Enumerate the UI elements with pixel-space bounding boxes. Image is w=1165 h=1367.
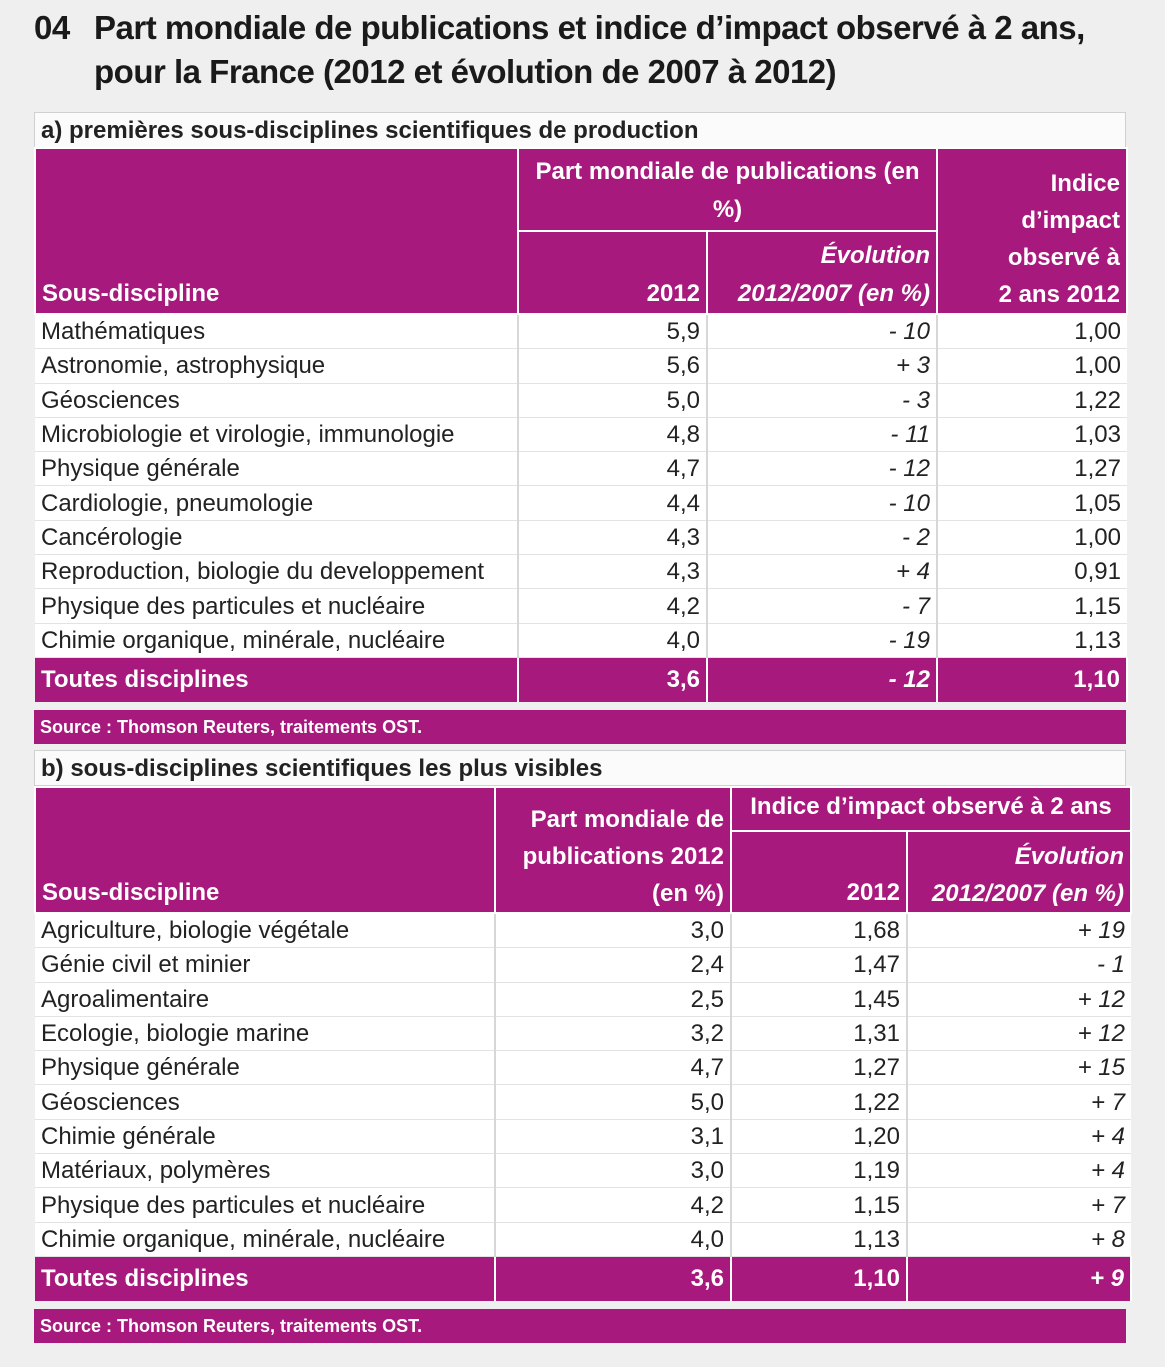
cell-part-2012: 4,7 — [518, 452, 707, 486]
cell-subdiscipline: Physique des particules et nucléaire — [35, 589, 518, 623]
total-row — [35, 1256, 1131, 1301]
header-year: 2012 — [731, 831, 907, 913]
cell-impact: 1,05 — [937, 486, 1127, 520]
cell-impact: 1,27 — [937, 452, 1127, 486]
section-b-title: b) sous-disciplines scientifiques les plus visibles — [34, 750, 1126, 786]
total-part: 3,6 — [518, 657, 707, 702]
cell-subdiscipline: Mathématiques — [35, 314, 518, 349]
total-impact: 1,10 — [937, 657, 1127, 702]
table-row — [35, 589, 1127, 623]
cell-part-2012: 4,8 — [518, 417, 707, 451]
cell-subdiscipline: Cardiologie, pneumologie — [35, 486, 518, 520]
cell-subdiscipline: Physique générale — [35, 1051, 495, 1085]
header-subdiscipline: Sous-discipline — [35, 148, 518, 314]
cell-evolution: - 10 — [707, 486, 937, 520]
table-row — [35, 623, 1127, 657]
cell-impact: 1,00 — [937, 314, 1127, 349]
header-subdiscipline: Sous-discipline — [35, 787, 495, 913]
header-evolution-l1: Évolution — [820, 242, 930, 269]
table-row — [35, 555, 1127, 589]
table-a — [34, 147, 1128, 702]
cell-subdiscipline: Géosciences — [35, 1085, 495, 1119]
cell-impact: 1,00 — [937, 520, 1127, 554]
cell-part-2012: 2,4 — [495, 948, 731, 982]
cell-part-2012: 4,2 — [518, 589, 707, 623]
cell-subdiscipline: Astronomie, astrophysique — [35, 349, 518, 383]
cell-subdiscipline: Physique des particules et nucléaire — [35, 1188, 495, 1222]
title-line-1: Part mondiale de publications et indice d’impact observé à 2 ans, — [94, 9, 1085, 46]
cell-part-2012: 4,4 — [518, 486, 707, 520]
page-title — [34, 6, 1154, 94]
cell-subdiscipline: Géosciences — [35, 383, 518, 417]
cell-impact-2012: 1,47 — [731, 948, 907, 982]
total-row — [35, 657, 1127, 702]
header-part — [495, 787, 731, 913]
cell-evolution: + 8 — [907, 1222, 1131, 1256]
header-evolution-l2: 2012/2007 (en %) — [737, 280, 930, 307]
cell-impact-2012: 1,45 — [731, 982, 907, 1016]
total-name: Toutes disciplines — [35, 1256, 495, 1301]
cell-evolution: - 3 — [707, 383, 937, 417]
title-line-2: pour la France (2012 et évolution de 2007 à 2012) — [94, 53, 837, 90]
cell-impact: 1,15 — [937, 589, 1127, 623]
table-row — [35, 913, 1131, 948]
cell-impact-2012: 1,15 — [731, 1188, 907, 1222]
source-a: Source : Thomson Reuters, traitements OST. — [34, 710, 1126, 744]
table-row — [35, 314, 1127, 349]
header-impact-l4: 2 ans 2012 — [998, 281, 1120, 308]
table-row — [35, 383, 1127, 417]
table-row — [35, 1188, 1131, 1222]
figure-number: 04 — [34, 9, 70, 46]
cell-subdiscipline: Microbiologie et virologie, immunologie — [35, 417, 518, 451]
header-part-l3: (en %) — [652, 880, 724, 907]
cell-impact-2012: 1,19 — [731, 1154, 907, 1188]
table-row — [35, 1119, 1131, 1153]
cell-part-2012: 4,7 — [495, 1051, 731, 1085]
cell-subdiscipline: Chimie organique, minérale, nucléaire — [35, 1222, 495, 1256]
table-row — [35, 1085, 1131, 1119]
cell-impact-2012: 1,68 — [731, 913, 907, 948]
cell-part-2012: 4,2 — [495, 1188, 731, 1222]
cell-part-2012: 4,3 — [518, 555, 707, 589]
source-b: Source : Thomson Reuters, traitements OST. — [34, 1309, 1126, 1343]
cell-subdiscipline: Reproduction, biologie du developpement — [35, 555, 518, 589]
cell-evolution: + 12 — [907, 1016, 1131, 1050]
total-evolution: - 12 — [707, 657, 937, 702]
cell-evolution: - 10 — [707, 314, 937, 349]
cell-part-2012: 3,0 — [495, 1154, 731, 1188]
cell-part-2012: 3,2 — [495, 1016, 731, 1050]
cell-subdiscipline: Ecologie, biologie marine — [35, 1016, 495, 1050]
cell-impact-2012: 1,13 — [731, 1222, 907, 1256]
cell-evolution: - 11 — [707, 417, 937, 451]
cell-evolution: - 2 — [707, 520, 937, 554]
cell-part-2012: 5,0 — [495, 1085, 731, 1119]
cell-impact-2012: 1,20 — [731, 1119, 907, 1153]
table-row — [35, 417, 1127, 451]
cell-evolution: + 7 — [907, 1188, 1131, 1222]
cell-impact: 1,22 — [937, 383, 1127, 417]
cell-subdiscipline: Agroalimentaire — [35, 982, 495, 1016]
total-evolution: + 9 — [907, 1256, 1131, 1301]
total-name: Toutes disciplines — [35, 657, 518, 702]
cell-evolution: + 7 — [907, 1085, 1131, 1119]
table-row — [35, 486, 1127, 520]
cell-subdiscipline: Agriculture, biologie végétale — [35, 913, 495, 948]
cell-part-2012: 5,0 — [518, 383, 707, 417]
table-row — [35, 1222, 1131, 1256]
total-impact: 1,10 — [731, 1256, 907, 1301]
cell-evolution: + 15 — [907, 1051, 1131, 1085]
header-part-l2: publications 2012 — [522, 843, 724, 870]
cell-impact: 1,03 — [937, 417, 1127, 451]
cell-subdiscipline: Physique générale — [35, 452, 518, 486]
cell-subdiscipline: Chimie générale — [35, 1119, 495, 1153]
cell-evolution: - 1 — [907, 948, 1131, 982]
cell-evolution: - 19 — [707, 623, 937, 657]
cell-impact-2012: 1,27 — [731, 1051, 907, 1085]
header-impact-l2: d’impact — [1021, 207, 1120, 234]
header-part-group: Part mondiale de publications (en %) — [518, 148, 937, 231]
table-row — [35, 1051, 1131, 1085]
cell-evolution: - 7 — [707, 589, 937, 623]
cell-part-2012: 5,6 — [518, 349, 707, 383]
header-evolution-l1: Évolution — [1014, 843, 1125, 870]
header-year: 2012 — [518, 231, 707, 314]
table-row — [35, 349, 1127, 383]
table-row — [35, 452, 1127, 486]
cell-part-2012: 5,9 — [518, 314, 707, 349]
cell-subdiscipline: Génie civil et minier — [35, 948, 495, 982]
header-evolution — [907, 831, 1131, 913]
cell-evolution: + 19 — [907, 913, 1131, 948]
header-impact-l3: observé à — [1007, 244, 1120, 271]
header-evolution-l2: 2012/2007 (en %) — [931, 880, 1125, 907]
header-part-l1: Part mondiale de — [530, 806, 724, 833]
header-evolution — [707, 231, 937, 314]
cell-part-2012: 3,1 — [495, 1119, 731, 1153]
cell-evolution: + 4 — [907, 1119, 1131, 1153]
cell-impact: 1,00 — [937, 349, 1127, 383]
cell-part-2012: 2,5 — [495, 982, 731, 1016]
table-row — [35, 1154, 1131, 1188]
cell-part-2012: 4,0 — [518, 623, 707, 657]
table-row — [35, 520, 1127, 554]
cell-subdiscipline: Matériaux, polymères — [35, 1154, 495, 1188]
cell-part-2012: 4,0 — [495, 1222, 731, 1256]
cell-evolution: - 12 — [707, 452, 937, 486]
cell-impact-2012: 1,22 — [731, 1085, 907, 1119]
header-impact-group: Indice d’impact observé à 2 ans — [731, 787, 1131, 831]
cell-part-2012: 4,3 — [518, 520, 707, 554]
table-row — [35, 982, 1131, 1016]
table-row — [35, 1016, 1131, 1050]
cell-subdiscipline: Chimie organique, minérale, nucléaire — [35, 623, 518, 657]
cell-evolution: + 3 — [707, 349, 937, 383]
cell-subdiscipline: Cancérologie — [35, 520, 518, 554]
cell-part-2012: 3,0 — [495, 913, 731, 948]
header-impact — [937, 148, 1127, 314]
cell-impact: 0,91 — [937, 555, 1127, 589]
header-impact-l1: Indice — [1050, 170, 1120, 197]
total-part: 3,6 — [495, 1256, 731, 1301]
cell-evolution: + 4 — [707, 555, 937, 589]
cell-evolution: + 4 — [907, 1154, 1131, 1188]
table-b — [34, 786, 1132, 1301]
cell-impact-2012: 1,31 — [731, 1016, 907, 1050]
table-row — [35, 948, 1131, 982]
section-a-title: a) premières sous-disciplines scientifiques de production — [34, 112, 1126, 148]
cell-evolution: + 12 — [907, 982, 1131, 1016]
cell-impact: 1,13 — [937, 623, 1127, 657]
